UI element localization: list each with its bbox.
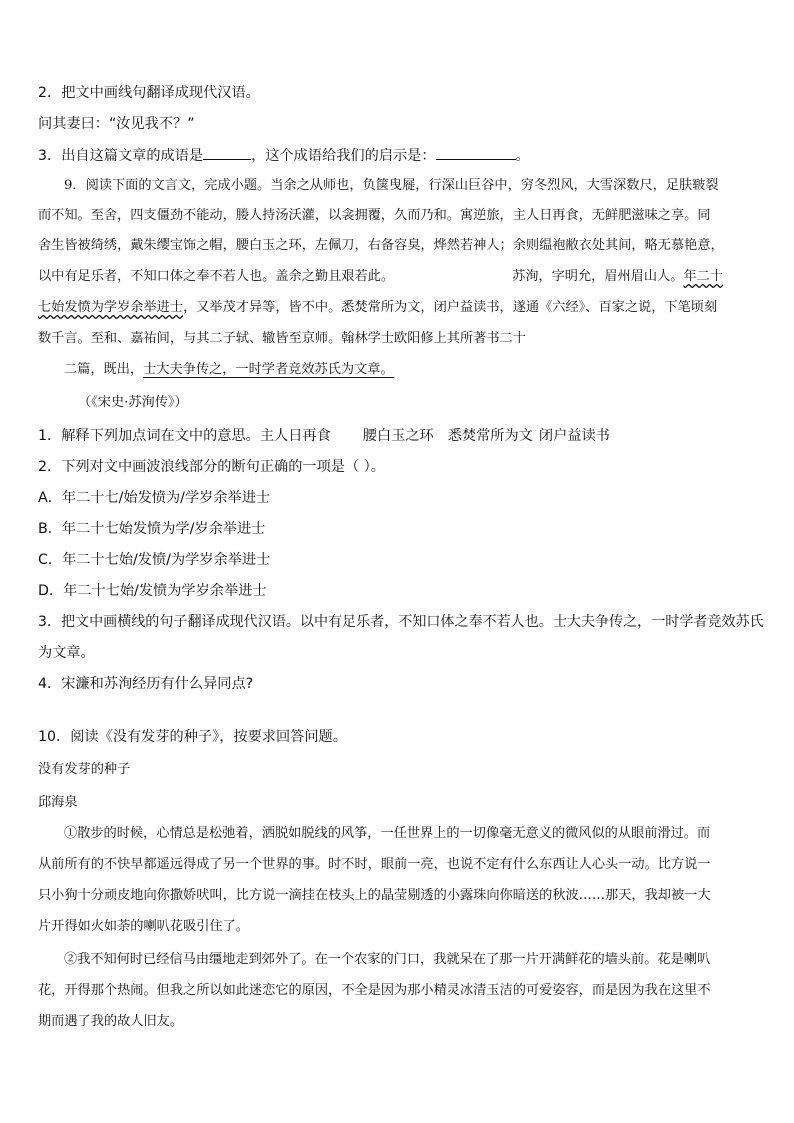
option-b[interactable]: B．年二十七始发愤为学/岁余举进士 (38, 521, 266, 537)
essay-p2-line-2: 花，开得那个热闹。但我之所以如此迷恋它的原因，不全是因为那小精灵冰清玉洁的可爱姿容，而是因为我在这里不 (38, 983, 711, 998)
essay-p1-line-1: ①散步的时候，心情总是松弛着，洒脱如脱线的风筝，一任世界上的一切像毫无意义的微风似的从眼前滑过。而 (64, 826, 711, 841)
passage9-line-5b: ，又举茂才异等，皆不中。悉焚常所为文，闭户益读书，遂通《六经》、百家之说，下笔顷刻 (183, 300, 718, 315)
q9-3-prompt: 3．把文中画横线的句子翻译成现代汉语。以中有足乐者，不知口体之奉不若人也。士大夫争传之，一时学者竞效苏氏 (38, 614, 764, 630)
essay-p1-line-4: 片开得如火如荼的喇叭花吸引住了。 (38, 919, 249, 934)
q9-1-item-d: 闭户益读书 (538, 428, 610, 444)
passage9-line-7a: 二篇，既出， (64, 362, 144, 377)
q9-1-item-b: 腰白玉之环 (362, 428, 434, 444)
passage9-line-6: 数千言。至和、嘉祐间，与其二子轼、辙皆至京师。翰林学士欧阳修上其所著书二十 (38, 331, 526, 346)
passage9-line-3: 舍生皆被绮绣，戴朱缨宝饰之帽，腰白玉之环，左佩刀，右备容臭，烨然若神人；余则缊袍敝衣处其间，略无慕艳意， (38, 238, 724, 253)
q2-translate-prompt: 2．把文中画线句翻译成现代汉语。 (38, 85, 260, 101)
essay-author: 邱海泉 (38, 795, 78, 810)
wavy-sentence-end: 七始发愤为学岁余举进士 (38, 300, 184, 315)
passage9-source: （《宋史·苏洵传》） (78, 395, 188, 410)
passage9-line-7 (64, 360, 394, 380)
q2-sentence: 问其妻曰：“汝见我不？” (38, 116, 195, 132)
q9-1-text: 1．解释下列加点词在文中的意思。主人日再食 (38, 428, 331, 444)
q3-end: 。 (515, 148, 530, 164)
passage9-line-1: 9．阅读下面的文言文，完成小题。当余之从师也，负箧曳屣，行深山巨谷中，穷冬烈风，大雪深数尺，足肤皲裂 (64, 178, 719, 193)
underlined-sentence: 士大夫争传之，一时学者竞效苏氏为文章。 (143, 362, 394, 377)
q3-text-b: ，这个成语给我们的启示是： (251, 148, 436, 164)
essay-title: 没有发芽的种子 (38, 762, 131, 777)
passage9-line-4b: 苏洵，字明允，眉州眉山人。 (512, 269, 684, 284)
q9-4-prompt: 4．宋濂和苏洵经历有什么异同点? (38, 676, 254, 692)
passage9-line-5 (38, 298, 717, 318)
essay-p1-line-3: 只小狗十分顽皮地向你撒娇吠叫，比方说一滴挂在枝头上的晶莹剔透的小露珠向你暗送的秋波……那天，我却被一大 (38, 888, 711, 903)
passage9-line-2: 而不知。至舍，四支僵劲不能动，媵人持汤沃灌，以衾拥覆，久而乃和。寓逆旅，主人日再食，无鲜肥滋味之享。同 (38, 208, 711, 223)
passage9-line-4 (38, 267, 723, 287)
essay-p2-line-1: ②我不知何时已经信马由缰地走到郊外了。在一个农家的门口，我就呆在了那一片开满鲜花的墙头前。花是喇叭 (64, 952, 711, 967)
option-c[interactable]: C．年二十七始/发愤/为学岁余举进士 (38, 552, 271, 568)
answer-blank[interactable] (203, 145, 251, 160)
passage9-line-4a: 以中有足乐者，不知口体之奉不若人也。盖余之勤且艰若此。 (38, 269, 395, 284)
q9-1-prompt (38, 426, 610, 446)
q9-2-prompt: 2．下列对文中画波浪线部分的断句正确的一项是（ ）。 (38, 459, 385, 475)
answer-blank[interactable] (436, 145, 516, 160)
q3-idiom-prompt (38, 145, 530, 166)
q10-title: 10．阅读《没有发芽的种子》，按要求回答问题。 (38, 729, 347, 745)
q9-1-item-c: 悉焚常所为文 (447, 428, 533, 444)
q9-3-prompt-cont: 为文章。 (38, 645, 95, 661)
essay-p1-line-2: 从前所有的不快早都遥远得成了另一个世界的事。时不时，眼前一亮，也说不定有什么东西让人心头一动。比方说一 (38, 857, 711, 872)
option-d[interactable]: D．年二十七始/发愤为学岁余举进士 (38, 583, 267, 599)
option-a[interactable]: A．年二十七/始发愤为/学岁余举进士 (38, 490, 271, 506)
wavy-sentence-start: 年二十 (683, 269, 724, 284)
q3-text-a: 3．出自这篇文章的成语是 (38, 148, 204, 164)
essay-p2-line-3: 期而遇了我的故人旧友。 (38, 1014, 184, 1029)
